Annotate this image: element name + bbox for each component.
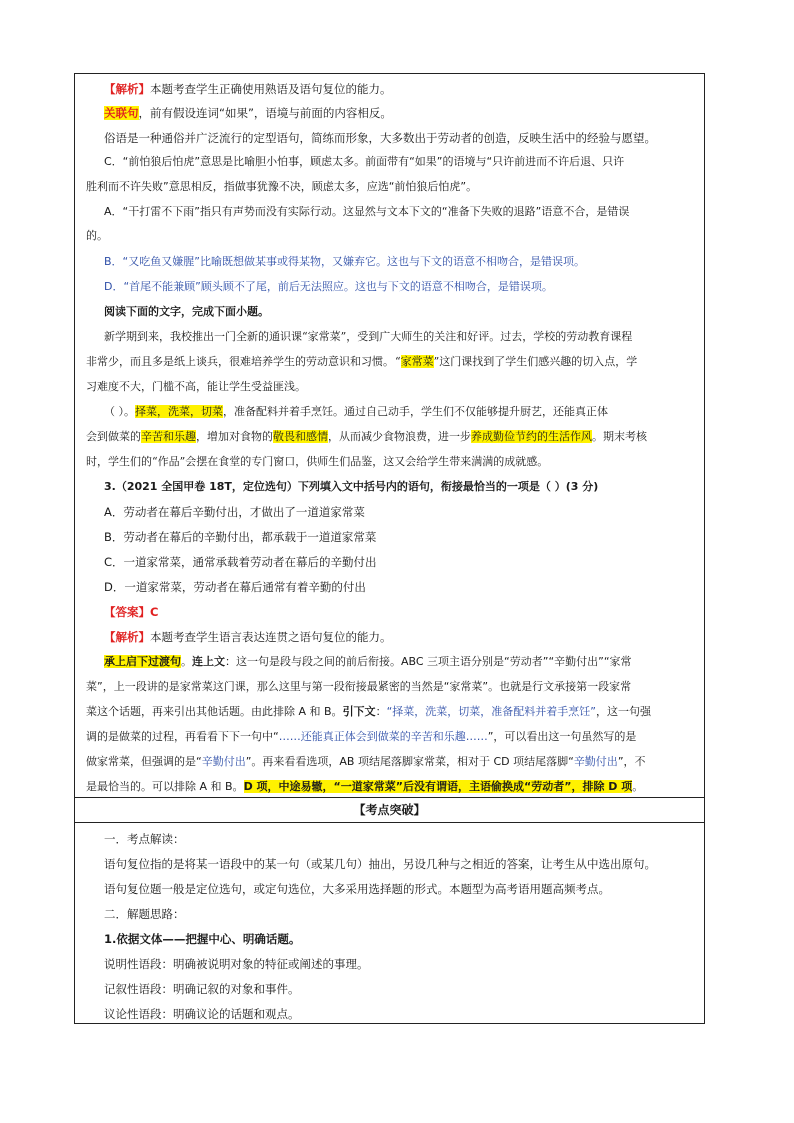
option-a-line-1: A．“干打雷不下雨”指只有声势而没有实际行动。这显然与文本下文的“准备下失败的退路”语意不合，是错误 [104, 205, 630, 218]
option-d: D．“首尾不能兼顾”顾头顾不了尾，前后无法照应。这也与下文的语意不相吻合，是错误项。 [104, 280, 553, 293]
analysis-1: 【解析】本题考查学生正确使用熟语及语句复位的能力。 [104, 82, 392, 96]
reading-title: 阅读下面的文字，完成下面小题。 [104, 305, 269, 318]
breakthrough-section [75, 823, 704, 1025]
proverb-definition: 俗语是一种通俗并广泛流行的定型语句，简练而形象，大多数出于劳动者的创造，反映生活中的经验与愿望。 [104, 131, 656, 145]
analysis-section [75, 74, 704, 798]
option-c-line-1: C．“前怕狼后怕虎”意思是比喻胆小怕事，顾虑太多。前面带有“如果”的语境与“只许前进而不许后退、只许 [104, 155, 625, 168]
question-3: 3.（2021 全国甲卷 18T，定位选句）下列填入文中括号内的语句，衔接最恰当的一项是（ ）(3 分) [104, 480, 599, 493]
relative-clause-note: 关联句，前有假设连词“如果”，语境与前面的内容相反。 [104, 106, 392, 120]
answer: 【答案】C [104, 605, 159, 619]
analysis-2-line-4: 调的是做菜的过程，再看看下下一句中“……还能真正体会到做菜的辛苦和乐趣……”，可以看出这一句虽然写的是 [86, 730, 637, 743]
passage-line-1: 新学期到来，我校推出一门全新的通识课“家常菜”，受到广大师生的关注和好评。过去，学校的劳动教育课程 [104, 330, 633, 343]
heading-2: 二．解题思路： [104, 907, 185, 921]
choice-a: A．劳动者在幕后辛勤付出，才做出了一道道家常菜 [104, 505, 365, 519]
choice-d: D．一道家常菜，劳动者在幕后通常有着辛勤的付出 [104, 580, 366, 594]
section-title: 【考点突破】 [75, 798, 704, 823]
passage-line-2: 非常少，而且多是纸上谈兵，很难培养学生的劳动意识和习惯。 [86, 355, 394, 368]
choice-c: C．一道家常菜，通常承载着劳动者在幕后的辛勤付出 [104, 555, 377, 569]
para-4: 记叙性语段：明确记叙的对象和事件。 [104, 982, 300, 996]
content-table [74, 73, 705, 1024]
heading-3: 1.依据文体——把握中心、明确话题。 [104, 932, 301, 946]
passage-line-6: 会到做菜的辛苦和乐趣，增加对食物的敬畏和感情，从而减少食物浪费，进一步养成勤俭节约的生活作风。期末考核 [86, 430, 647, 443]
para-1: 语句复位指的是将某一语段中的某一句（或某几句）抽出，另设几种与之相近的答案，让考生从中选出原句。 [104, 857, 656, 871]
passage-line-3: “家常菜”这门课找到了学生们感兴趣的切入点，学 [395, 355, 638, 368]
passage-line-5: （ ）。择菜，洗菜，切菜，准备配料并着手烹饪。通过自己动手，学生们不仅能够提升厨艺，还能真正体 [104, 405, 608, 418]
analysis-2-line-3: 菜这个话题，再来引出其他话题。由此排除 A 和 B。引下文：“择菜，洗菜，切菜，准备配料并着手烹饪”，这一句强 [86, 705, 651, 718]
heading-1: 一．考点解读： [104, 832, 185, 846]
para-3: 说明性语段：明确被说明对象的特征或阐述的事理。 [104, 957, 369, 971]
option-b: B．“又吃鱼又嫌腥”比喻既想做某事或得某物，又嫌弃它。这也与下文的语意不相吻合，是错误项。 [104, 255, 585, 268]
option-c-line-2: 胜利而不许失败”意思相反，指做事犹豫不决，顾虑太多，应选“前怕狼后怕虎”。 [86, 180, 478, 193]
analysis-2-line-1: 承上启下过渡句。连上文：这一句是段与段之间的前后衔接。ABC 三项主语分别是“劳动者”“辛勤付出”“家常 [104, 655, 632, 668]
analysis-2-line-6: 是最恰当的。可以排除 A 和 B。D 项，中途易辙，“一道家常菜”后没有谓语，主语偷换成“劳动者”，排除 D 项。 [86, 780, 644, 793]
para-2: 语句复位题一般是定位选句，或定句选位，大多采用选择题的形式。本题型为高考语用题高频考点。 [104, 882, 610, 896]
passage-line-7: 时，学生们的“作品”会摆在食堂的专门窗口，供师生们品鉴，这又会给学生带来满满的成就感。 [86, 455, 549, 468]
option-a-line-2: 的。 [86, 229, 108, 242]
para-5: 议论性语段：明确议论的话题和观点。 [104, 1007, 300, 1021]
passage-line-4: 习难度不大，门槛不高，能让学生受益匪浅。 [86, 380, 306, 393]
analysis-2: 【解析】本题考查学生语言表达连贯之语句复位的能力。 [104, 630, 392, 644]
choice-b: B．劳动者在幕后的辛勤付出，都承载于一道道家常菜 [104, 530, 377, 544]
analysis-2-line-5: 做家常菜，但强调的是“辛勤付出”。再来看看选项，AB 项结尾落脚家常菜，相对于 CD 项结尾落脚“辛勤付出”，不 [86, 755, 646, 768]
analysis-2-line-2: 菜”，上一段讲的是家常菜这门课，那么这里与第一段衔接最紧密的当然是“家常菜”。也就是行文承接第一段家常 [86, 680, 632, 693]
